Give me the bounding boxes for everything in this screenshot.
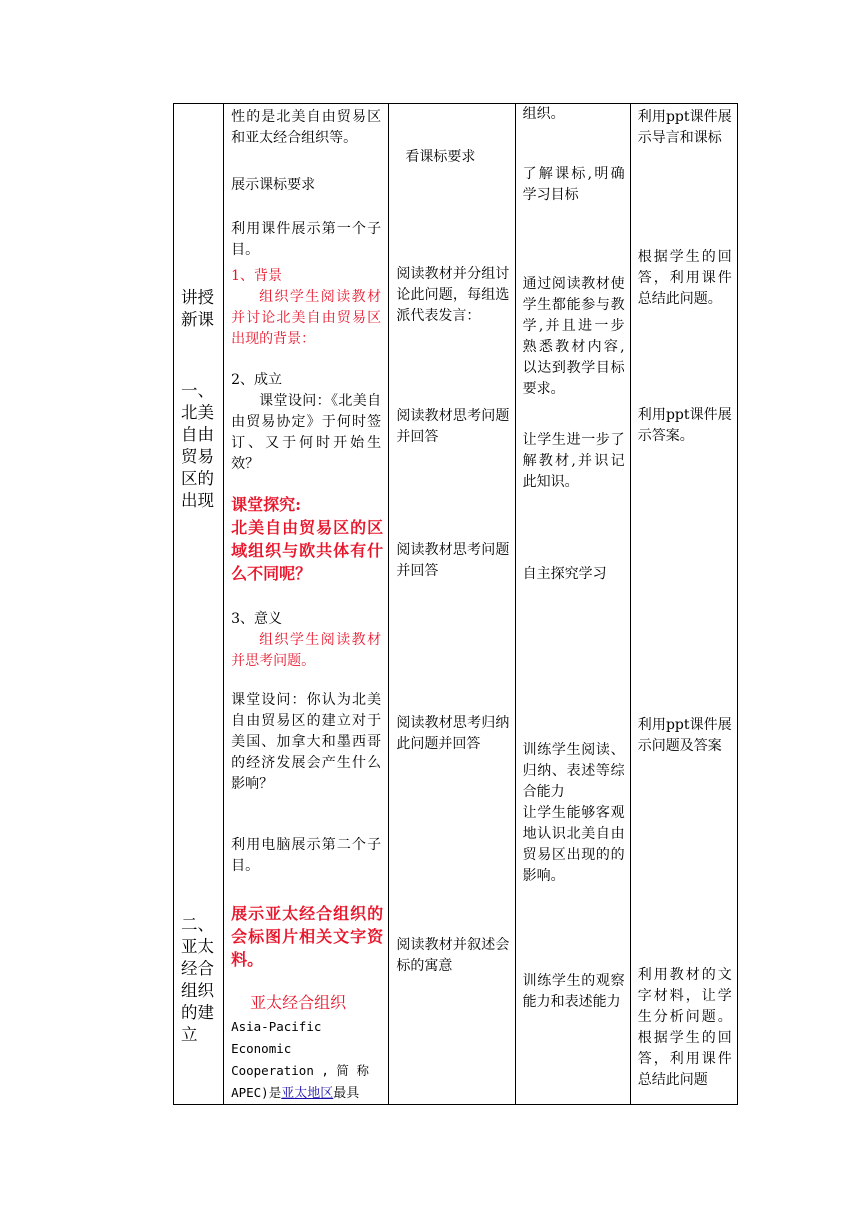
subtopic-1-text: 利用课件展示第一个子目。 [231, 221, 382, 258]
apec-english-line-2: Economic [231, 1041, 292, 1056]
establishment-question: 课堂设问：《北美自由贸易协定》于何时签订、又于何时开始生效？ [231, 393, 382, 472]
section-1-label: 一、北美自由贸易区的出现 [181, 381, 214, 510]
background-text: 组织学生阅读教材并讨论北美自由贸易区出现的背景： [231, 289, 382, 347]
student-row-5: 阅读教材思考归纳此问题并回答 [396, 715, 510, 752]
student-row-3: 阅读教材思考问题并回答 [396, 408, 510, 445]
establishment-heading: 2、成立 [231, 372, 282, 388]
student-activity-column [389, 104, 515, 1105]
teacher-activity-column [224, 104, 389, 1105]
media-row-2: 根据学生的回答，利用课件总结此问题。 [637, 249, 732, 307]
show-standards-text: 展示课标要求 [231, 177, 316, 193]
asia-pacific-link[interactable]: 亚太地区 [281, 1086, 334, 1101]
lecture-label: 讲授新课 [181, 288, 214, 329]
media-row-6: 利用教材的文字材料，让学生分析问题。根据学生的回答，利用课件总结此问题 [637, 967, 732, 1088]
media-row-1: 利用ppt课件展示导言和课标 [637, 109, 732, 146]
subtopic-2-text: 利用电脑展示第二个子目。 [231, 837, 382, 874]
media-row-3: 利用ppt课件展示答案。 [637, 407, 732, 444]
apec-english-line-4 [231, 1082, 389, 1105]
stage-column [174, 104, 224, 1105]
media-column [630, 104, 737, 1105]
student-row-4: 阅读教材思考问题并回答 [396, 542, 510, 579]
design-intent-column [515, 104, 630, 1105]
intent-row-1: 了解课标,明确学习目标 [522, 166, 625, 203]
apec-title: 亚太经合组织 [250, 993, 347, 1012]
intent-row-5b: 让学生能够客观地认识北美自由贸易区出现的的影响。 [522, 805, 625, 884]
section-2-label: 二、亚太经合组织的建立 [181, 915, 214, 1044]
media-row-5: 利用ppt课件展示问题及答案 [637, 717, 732, 754]
intent-row-4: 自主探究学习 [522, 566, 607, 582]
apec-english-line-1: Asia-Pacific [231, 1019, 322, 1034]
impact-question: 课堂设问：你认为北美自由贸易区的建立对于美国、加拿大和墨西哥的经济发展会产生什么影响？ [231, 692, 382, 792]
intent-row-6: 训练学生的观察能力和表述能力 [522, 973, 625, 1010]
intent-row-5: 训练学生阅读、归纳、表述等综合能力 [522, 742, 625, 800]
significance-text: 组织学生阅读教材并思考问题。 [231, 632, 382, 669]
significance-heading: 3、意义 [231, 611, 282, 627]
student-row-1: 看课标要求 [405, 149, 476, 165]
intent-row-2: 通过阅读教材使学生都能参与教学,并且进一步熟悉教材内容,以达到教学目标要求。 [522, 276, 625, 397]
apec-english-line-3: Cooperation , 简 称 [231, 1063, 369, 1078]
background-heading: 1、背景 [231, 268, 282, 284]
apec-abbrev-text: APEC)是 [231, 1085, 282, 1100]
table-row [174, 104, 738, 1105]
student-row-2: 阅读教材并分组讨论此问题，每组选派代表发言： [396, 266, 510, 324]
apec-suffix-text: 最具 [333, 1086, 360, 1101]
explore-heading: 课堂探究: [231, 495, 301, 514]
intent-row-0: 组织。 [522, 106, 565, 122]
student-row-6: 阅读教材并叙述会标的寓意 [396, 937, 510, 974]
intro-text: 性的是北美自由贸易区和亚太经合组织等。 [231, 109, 382, 146]
intent-row-3: 让学生进一步了解教材,并识记此知识。 [522, 432, 625, 490]
apec-logo-text: 展示亚太经合组织的会标图片相关文字资料。 [231, 904, 384, 969]
explore-question: 北美自由贸易区的区域组织与欧共体有什么不同呢？ [231, 518, 384, 583]
lesson-plan-table [173, 103, 738, 1105]
